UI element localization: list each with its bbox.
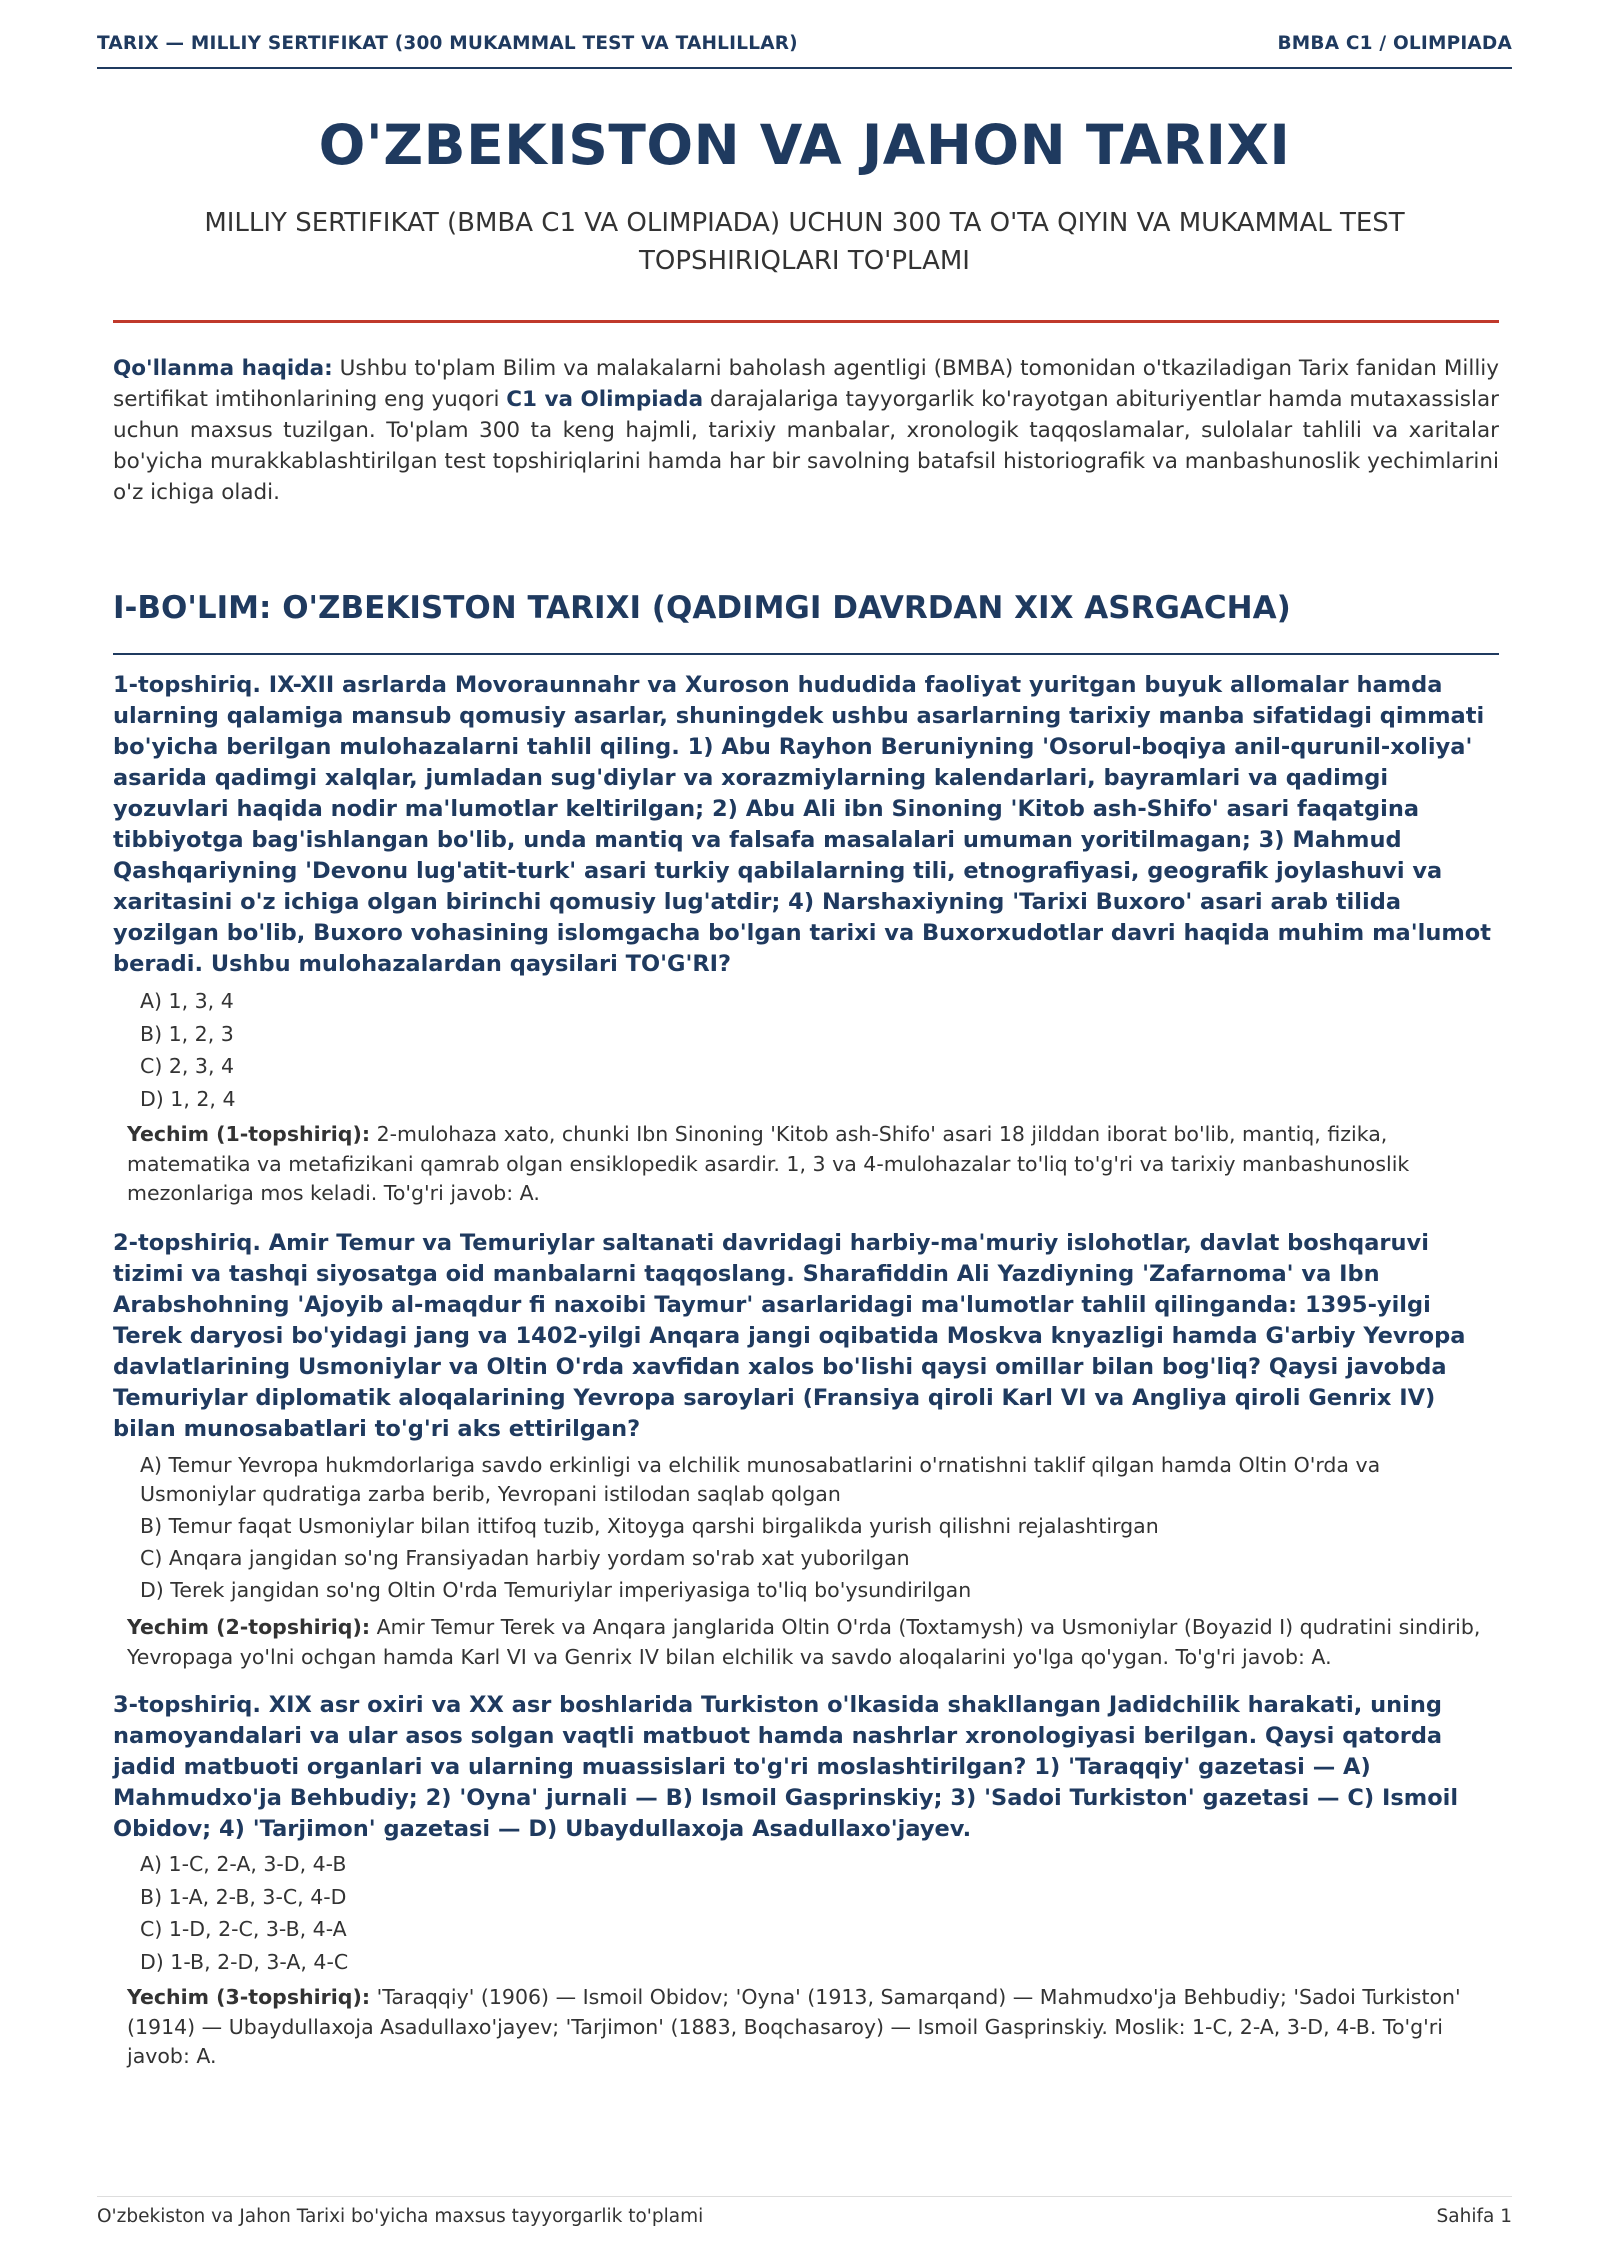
footer-divider: [97, 2196, 1512, 2197]
intro-bold: C1 va Olimpiada: [506, 387, 704, 412]
question-3-option-d: D) 1-B, 2-D, 3-A, 4-C: [140, 1949, 349, 1974]
question-1-options: [140, 985, 1499, 1115]
question-3-solution-text: 'Taraqqiy' (1906) — Ismoil Obidov; 'Oyna' (1913, Samarqand) — Mahmudxo'ja Behbudiy; 'Sadoi Turkiston' (1914) — Ubaydullaxoja Asadullaxo'jayev; 'Tarjimon' (1883, Boqchasaroy) — Ismoil Gasprinskiy. Moslik: 1-C, 2-A, 3-D, 4-B. To'g'ri javob: A.: [127, 1985, 1461, 2068]
question-2-options: [140, 1451, 1499, 1608]
question-3-solution-label: Yechim (3-topshiriq):: [127, 1985, 371, 2009]
question-3-option-b: B) 1-A, 2-B, 3-C, 4-D: [140, 1884, 347, 1909]
question-2-option-b: B) Temur faqat Usmoniylar bilan ittifoq tuzib, Xitoyga qarshi birgalikda yurish qilishni rejalashtirgan: [140, 1514, 1159, 1538]
footer-left-text: O'zbekiston va Jahon Tarixi bo'yicha maxsus tayyorgarlik to'plami: [97, 2206, 704, 2227]
question-1-option-d: D) 1, 2, 4: [140, 1086, 236, 1111]
question-1-solution: [127, 1120, 1499, 1209]
question-1-option-a: A) 1, 3, 4: [140, 989, 234, 1013]
document-subtitle: MILLIY SERTIFIKAT (BMBA C1 VA OLIMPIADA) UCHUN 300 TA O'TA QIYIN VA MUKAMMAL TEST TOPSHIRIQLARI TO'PLAMI: [204, 208, 1405, 276]
question-1-option-c: C) 2, 3, 4: [140, 1054, 235, 1078]
question-2-solution-label: Yechim (2-topshiriq):: [127, 1615, 371, 1639]
question-1-option-b: B) 1, 2, 3: [140, 1021, 234, 1046]
question-2-option-a: A) Temur Yevropa hukmdorlariga savdo erkinligi va elchilik munosabatlarini o'rnatishni taklif qilgan hamda Oltin O'rda va Usmoniylar qudratiga zarba berib, Yevropani istilodan saqlab qolgan: [140, 1453, 1381, 1506]
header-left-text: TARIX — MILLIY SERTIFIKAT (300 MUKAMMAL TEST VA TAHLILLAR): [97, 33, 798, 54]
question-2-text: 2-topshiriq. Amir Temur va Temuriylar saltanati davridagi harbiy-ma'muriy islohotlar, davlat boshqaruvi tizimi va tashqi siyosatga oid manbalarni taqqoslang. Sharafiddin Ali Yazdiyning 'Zafarnoma' va Ibn Arabshohning 'Ajoyib al-maqdur fi naxoibi Taymur' asarlaridagi ma'lumotlar tahlil qilinganda: 1395-yilgi Terek daryosi bo'yidagi jang va 1402-yilgi Anqara jangi oqibatida Moskva knyazligi hamda G'arbiy Yevropa davlatlarining Usmoniylar va Oltin O'rda xavfidan xalos bo'lishi qaysi omillar bilan bog'liq? Qaysi javobda Temuriylar diplomatik aloqalarining Yevropa saroylari (Fransiya qiroli Karl VI va Angliya qiroli Genrix IV) bilan munosabatlari to'g'ri aks ettirilgan?: [113, 1230, 1466, 1442]
question-3-options: [140, 1848, 1499, 1978]
question-3-option-c: C) 1-D, 2-C, 3-B, 4-A: [140, 1917, 347, 1941]
page-number: Sahifa 1: [1436, 2206, 1512, 2227]
page-footer: [97, 2206, 1512, 2227]
question-1-text: 1-topshiriq. IX-XII asrlarda Movoraunnahr va Xuroson hududida faoliyat yuritgan buyuk allomalar hamda ularning qalamiga mansub qomusiy asarlar, shuningdek ushbu asarlarning tarixiy manba sifatidagi qimmati bo'yicha berilgan mulohazalarni tahlil qiling. 1) Abu Rayhon Beruniyning 'Osorul-boqiya anil-qurunil-xoliya' asarida qadimgi xalqlar, jumladan sug'diylar va xorazmiylarning kalendarlari, bayramlari va qadimgi yozuvlari haqida nodir ma'lumotlar keltirilgan; 2) Abu Ali ibn Sinoning 'Kitob ash-Shifo' asari faqatgina tibbiyotga bag'ishlangan bo'lib, unda mantiq va falsafa masalalari umuman yoritilmagan; 3) Mahmud Qashqariyning 'Devonu lug'atit-turk' asari turkiy qabilalarning tili, etnografiyasi, geografik joylashuvi va xaritasini o'z ichiga olgan birinchi qomusiy lug'atdir; 4) Narshaxiyning 'Tarixi Buxoro' asari arab tilida yozilgan bo'lib, Buxoro vohasining islomgacha bo'lgan tarixi va Buxorxudotlar davri haqida muhim ma'lumot beradi. Ushbu mulohazalardan qaysilari TO'G'RI?: [113, 672, 1491, 977]
question-3-text: 3-topshiriq. XIX asr oxiri va XX asr boshlarida Turkiston o'lkasida shakllangan Jadidchilik harakati, uning namoyandalari va ular asos solgan vaqtli matbuot hamda nashrlar xronologiyasi berilgan. Qaysi qatorda jadid matbuoti organlari va ularning muassislari to'g'ri moslashtirilgan? 1) 'Taraqqiy' gazetasi — A) Mahmudxo'ja Behbudiy; 2) 'Oyna' jurnali — B) Ismoil Gasprinskiy; 3) 'Sadoi Turkiston' gazetasi — C) Ismoil Obidov; 4) 'Tarjimon' gazetasi — D) Ubaydullaxoja Asadullaxo'jayev.: [113, 1692, 1459, 1842]
document-title: O'ZBEKISTON VA JAHON TARIXI: [318, 113, 1291, 177]
section-divider: [113, 653, 1499, 655]
question-2-solution-text: Amir Temur Terek va Anqara janglarida Oltin O'rda (Toxtamysh) va Usmoniylar (Boyazid I) qudratini sindirib, Yevropaga yo'lni ochgan hamda Karl VI va Genrix IV bilan elchilik va savdo aloqalarini yo'lga qo'ygan. To'g'ri javob: A.: [127, 1615, 1481, 1669]
question-2-option-d: D) Terek jangidan so'ng Oltin O'rda Temuriylar imperiyasiga to'liq bo'ysundirilgan: [140, 1578, 972, 1602]
intro-text-2: darajalariga tayyorgarlik ko'rayotgan abituriyentlar hamda mutaxassislar uchun maxsus tuzilgan. To'plam 300 ta keng hajmli, tarixiy manbalar, xronologik taqqoslamalar, sulolalar tahlili va xaritalar bo'yicha murakkablashtirilgan test topshiriqlarini hamda har bir savolning batafsil historiografik va manbashunoslik yechimlarini o'z ichiga oladi.: [113, 387, 1499, 505]
intro-label: Qo'llanma haqida:: [113, 356, 333, 381]
question-2-solution: [127, 1613, 1499, 1672]
question-1-solution-text: 2-mulohaza xato, chunki Ibn Sinoning 'Kitob ash-Shifo' asari 18 jilddan iborat bo'lib, mantiq, fizika, matematika va metafizikani qamrab olgan ensiklopedik asardir. 1, 3 va 4-mulohazalar to'liq to'g'ri va tarixiy manbashunoslik mezonlariga mos keladi. To'g'ri javob: A.: [127, 1122, 1410, 1205]
header-right-text: BMBA C1 / OLIMPIADA: [1277, 33, 1512, 54]
question-1-solution-label: Yechim (1-topshiriq):: [127, 1122, 371, 1146]
intro-paragraph: [113, 353, 1499, 508]
question-3-solution: [127, 1983, 1499, 2072]
question-2-option-c: C) Anqara jangidan so'ng Fransiyadan harbiy yordam so'rab xat yuborilgan: [140, 1546, 910, 1570]
intro-text-1: Ushbu to'plam Bilim va malakalarni baholash agentligi (BMBA) tomonidan o'tkaziladigan Tarix fanidan Milliy sertifikat imtihonlarining eng yuqori: [113, 356, 1500, 412]
running-header: [97, 33, 1512, 69]
question-3-option-a: A) 1-C, 2-A, 3-D, 4-B: [140, 1852, 347, 1876]
section-title: I-BO'LIM: O'ZBEKISTON TARIXI (QADIMGI DAVRDAN XIX ASRGACHA): [113, 590, 1291, 626]
title-divider: [113, 320, 1499, 323]
